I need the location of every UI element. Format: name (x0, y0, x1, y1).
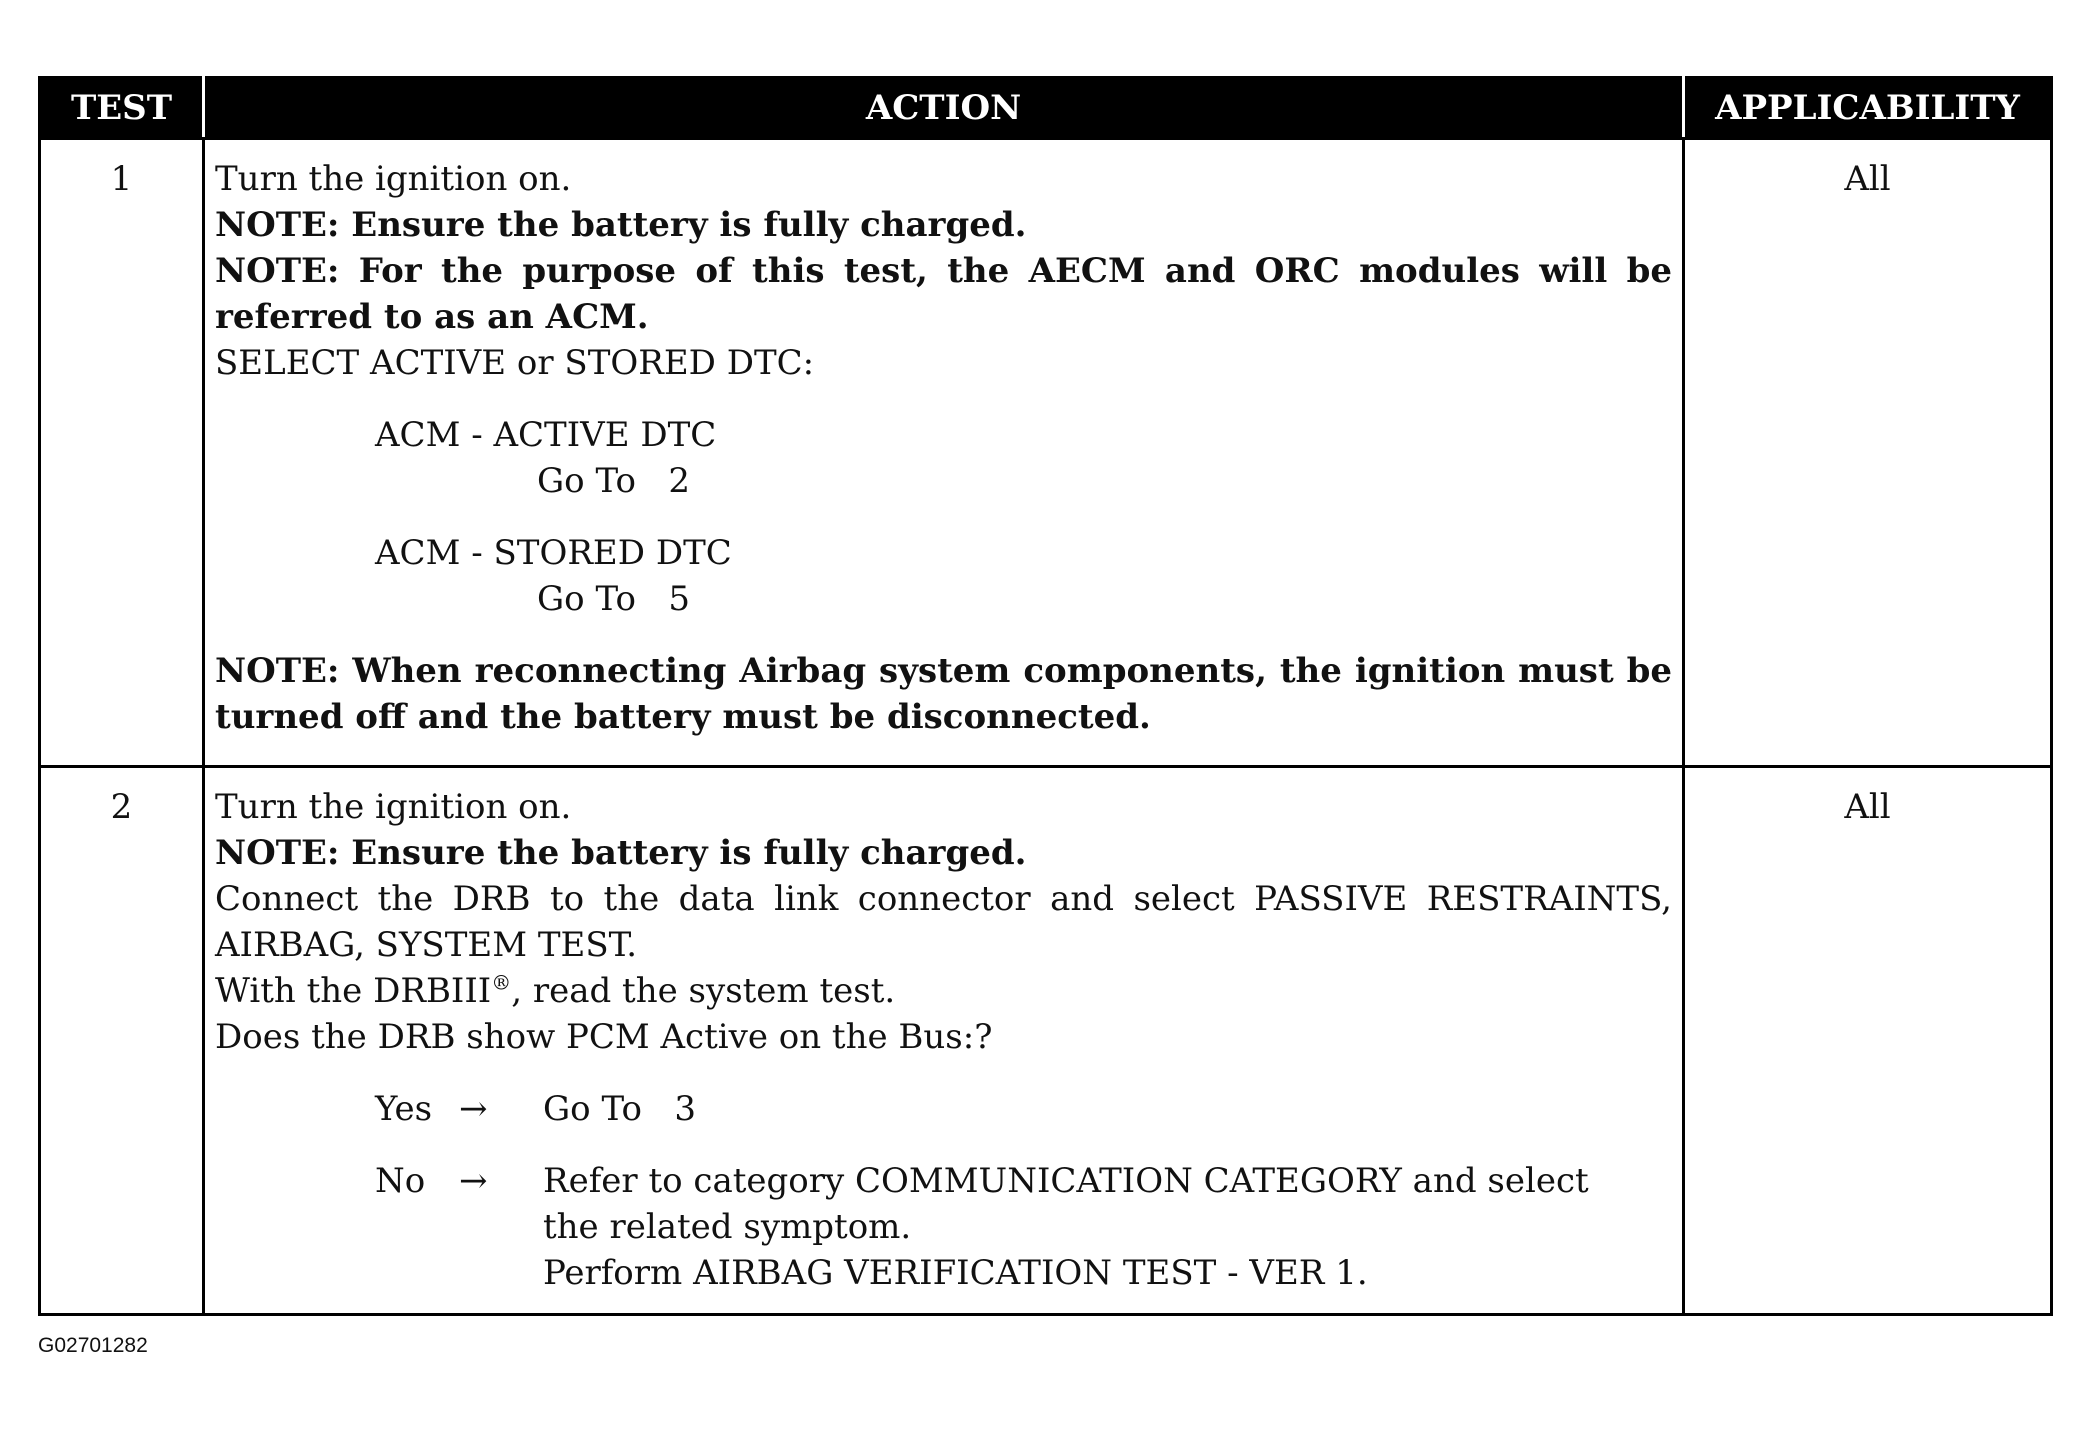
goto-text: Go To 5 (537, 579, 690, 619)
action-text-part: With the DRBIII (215, 971, 492, 1011)
option-label: ACM - STORED DTC (375, 533, 732, 573)
diagnostic-test-table (38, 76, 2053, 1316)
action-cell (204, 139, 1684, 767)
table-header-row (40, 78, 2052, 139)
header-applicability: APPLICABILITY (1684, 78, 2052, 139)
option-block (375, 412, 1672, 504)
response-no (375, 1158, 1672, 1296)
action-cell (204, 767, 1684, 1315)
response-text: Go To 3 (543, 1089, 696, 1129)
action-text: Connect the DRB to the data link connector and select PASSIVE RESTRAINTS, AIRBAG, SYSTEM TEST. (215, 879, 1672, 965)
action-text: Does the DRB show PCM Active on the Bus:? (215, 1017, 993, 1057)
applicability-value: All (1684, 139, 2052, 767)
action-text: Turn the ignition on. (215, 159, 572, 199)
note-text: NOTE: Ensure the battery is fully charged. (215, 205, 1027, 245)
table-row (40, 139, 2052, 767)
response-text-group (543, 1158, 1672, 1296)
response-label: No (375, 1161, 426, 1201)
action-text-part: , read the system test. (511, 971, 896, 1011)
option-label: ACM - ACTIVE DTC (375, 415, 717, 455)
test-number: 1 (40, 139, 204, 767)
note-text: NOTE: When reconnecting Airbag system components, the ignition must be turned off and the battery must be disconnected. (215, 651, 1672, 737)
goto-text: Go To 2 (537, 461, 690, 501)
option-block (375, 530, 1672, 622)
response-yes (375, 1086, 1672, 1132)
table-row (40, 767, 2052, 1315)
response-text: Refer to category COMMUNICATION CATEGORY and select the related symptom. (543, 1161, 1589, 1247)
note-text: NOTE: Ensure the battery is fully charged. (215, 833, 1027, 873)
action-text: SELECT ACTIVE or STORED DTC: (215, 343, 815, 383)
action-text (215, 968, 1672, 1014)
header-test: TEST (40, 78, 204, 139)
applicability-value: All (1684, 767, 2052, 1315)
test-number: 2 (40, 767, 204, 1315)
registered-mark: ® (491, 970, 512, 995)
diagnostic-table-frame (38, 76, 2050, 1316)
note-text: NOTE: For the purpose of this test, the AECM and ORC modules will be referred to as an ACM. (215, 251, 1672, 337)
arrow-icon: → (459, 1161, 488, 1201)
figure-code: G02701282 (38, 1334, 148, 1357)
response-text: Perform AIRBAG VERIFICATION TEST - VER 1. (543, 1253, 1368, 1293)
header-action: ACTION (204, 78, 1684, 139)
response-label: Yes (375, 1089, 433, 1129)
action-text: Turn the ignition on. (215, 787, 572, 827)
arrow-icon: → (459, 1089, 488, 1129)
